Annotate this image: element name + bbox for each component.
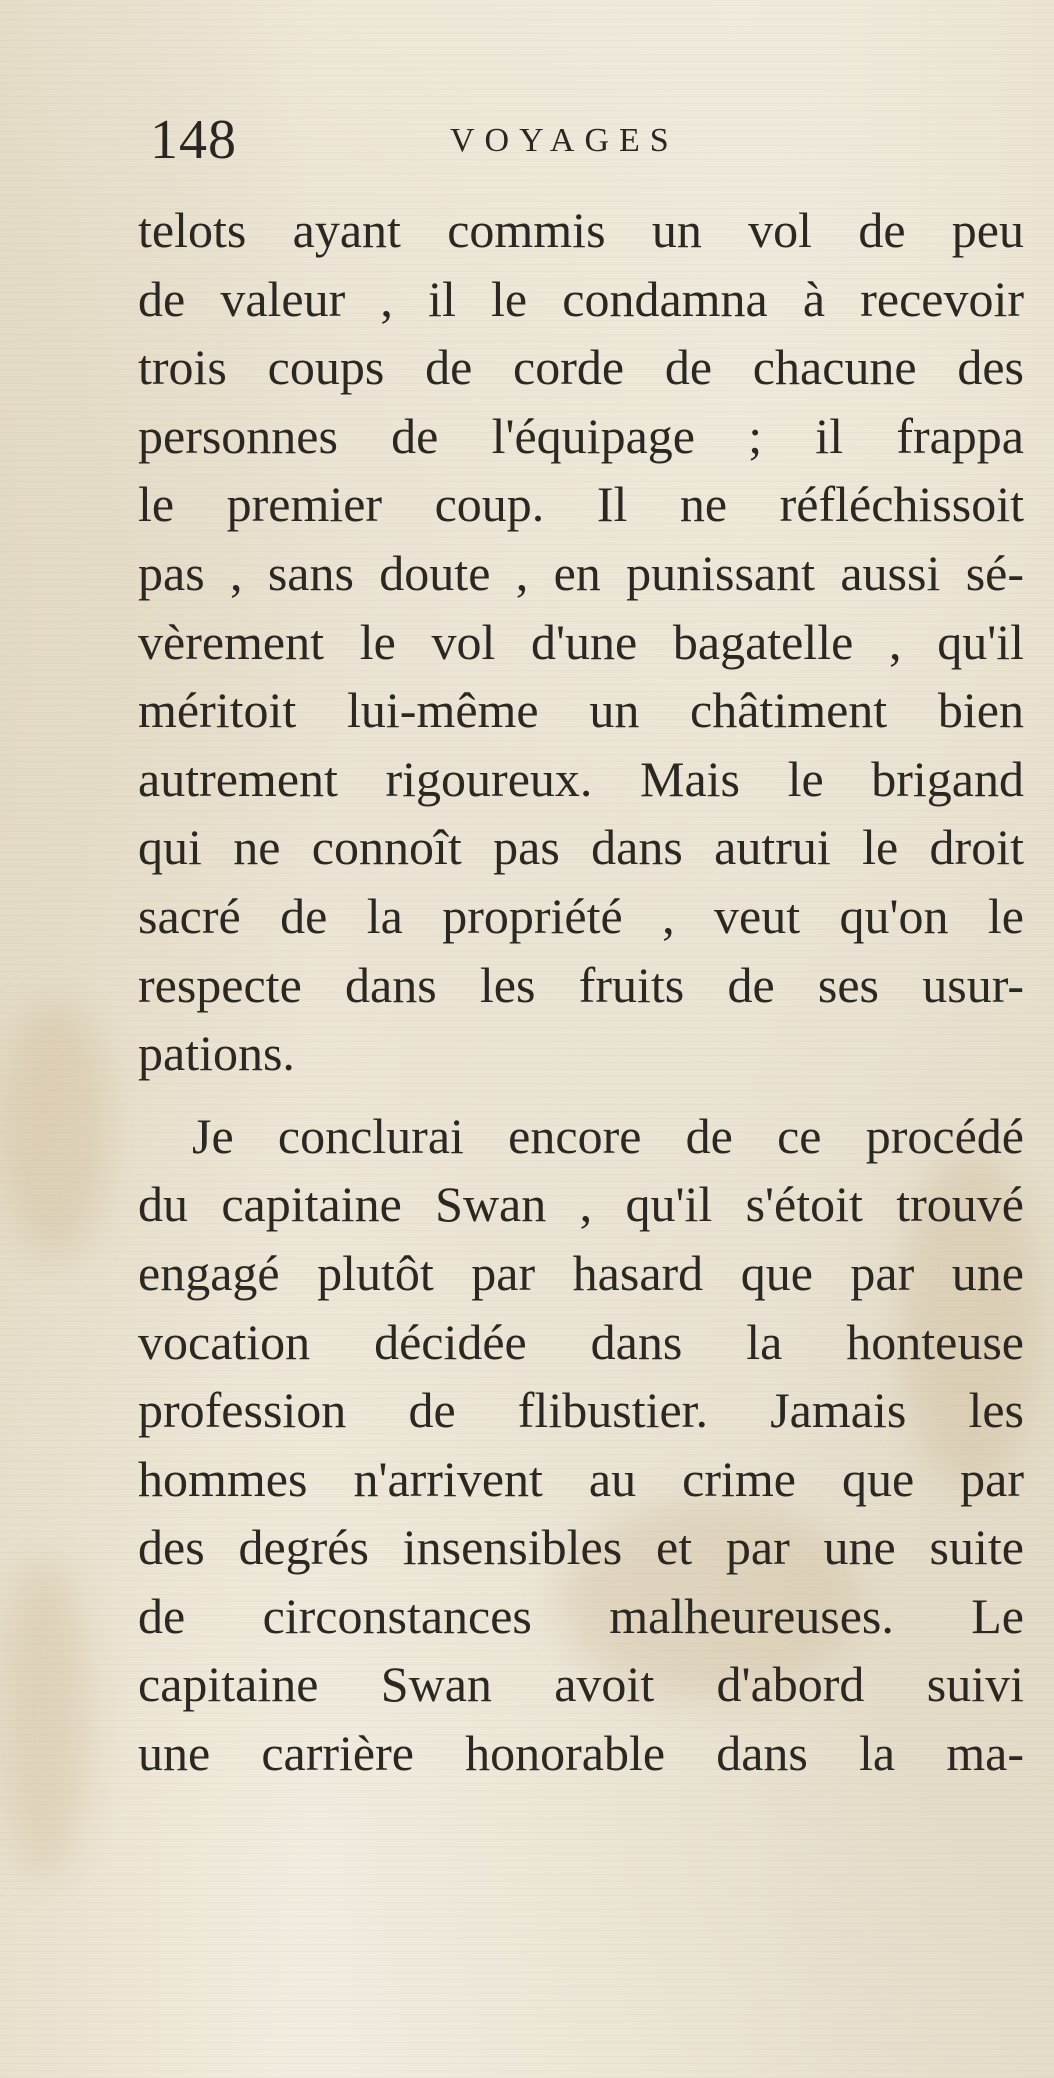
text-line: vocation décidée dans la honteuse <box>138 1313 1024 1370</box>
text-line: personnes de l'équipage ; il frappa <box>138 407 1024 464</box>
body-text <box>138 196 1024 1788</box>
text-line: capitaine Swan avoit d'abord suivi <box>138 1656 1024 1713</box>
text-line: pas , sans doute , en punissant aussi sé- <box>138 544 1024 601</box>
paragraph <box>138 196 1024 1088</box>
text-line: autrement rigoureux. Mais le brigand <box>138 750 1024 807</box>
text-line: vèrement le vol d'une bagatelle , qu'il <box>138 613 1024 670</box>
text-line: hommes n'arrivent au crime que par <box>138 1450 1024 1507</box>
text-line: trois coups de corde de chacune des <box>138 339 1024 396</box>
text-line: qui ne connoît pas dans autrui le droit <box>138 819 1024 876</box>
text-line: de circonstances malheureuses. Le <box>138 1587 1024 1644</box>
page-header <box>150 108 1010 180</box>
text-line: une carrière honorable dans la ma- <box>138 1725 1024 1782</box>
text-line: sacré de la propriété , veut qu'on le <box>138 887 1024 944</box>
text-line: méritoit lui-même un châtiment bien <box>138 682 1024 739</box>
text-line: des degrés insensibles et par une suite <box>138 1519 1024 1576</box>
text-line: profession de flibustier. Jamais les <box>138 1382 1024 1439</box>
text-line: Je conclurai encore de ce procédé <box>192 1107 1024 1164</box>
text-line: respecte dans les fruits de ses usur- <box>138 956 1024 1013</box>
page-number: 148 <box>150 109 237 171</box>
text-line: de valeur , il le condamna à recevoir <box>138 270 1024 327</box>
running-head: VOYAGES <box>450 122 679 159</box>
text-line: le premier coup. Il ne réfléchissoit <box>138 476 1024 533</box>
text-line: engagé plutôt par hasard que par une <box>138 1244 1024 1301</box>
paragraph <box>138 1102 1024 1788</box>
paper-stain <box>0 1560 90 1880</box>
paragraph-gap <box>138 1088 1024 1102</box>
text-line: telots ayant commis un vol de peu <box>138 202 1024 258</box>
paper-stain <box>0 1000 110 1260</box>
text-line: pations. <box>138 1025 295 1082</box>
text-line: du capitaine Swan , qu'il s'étoit trouvé <box>138 1176 1024 1233</box>
